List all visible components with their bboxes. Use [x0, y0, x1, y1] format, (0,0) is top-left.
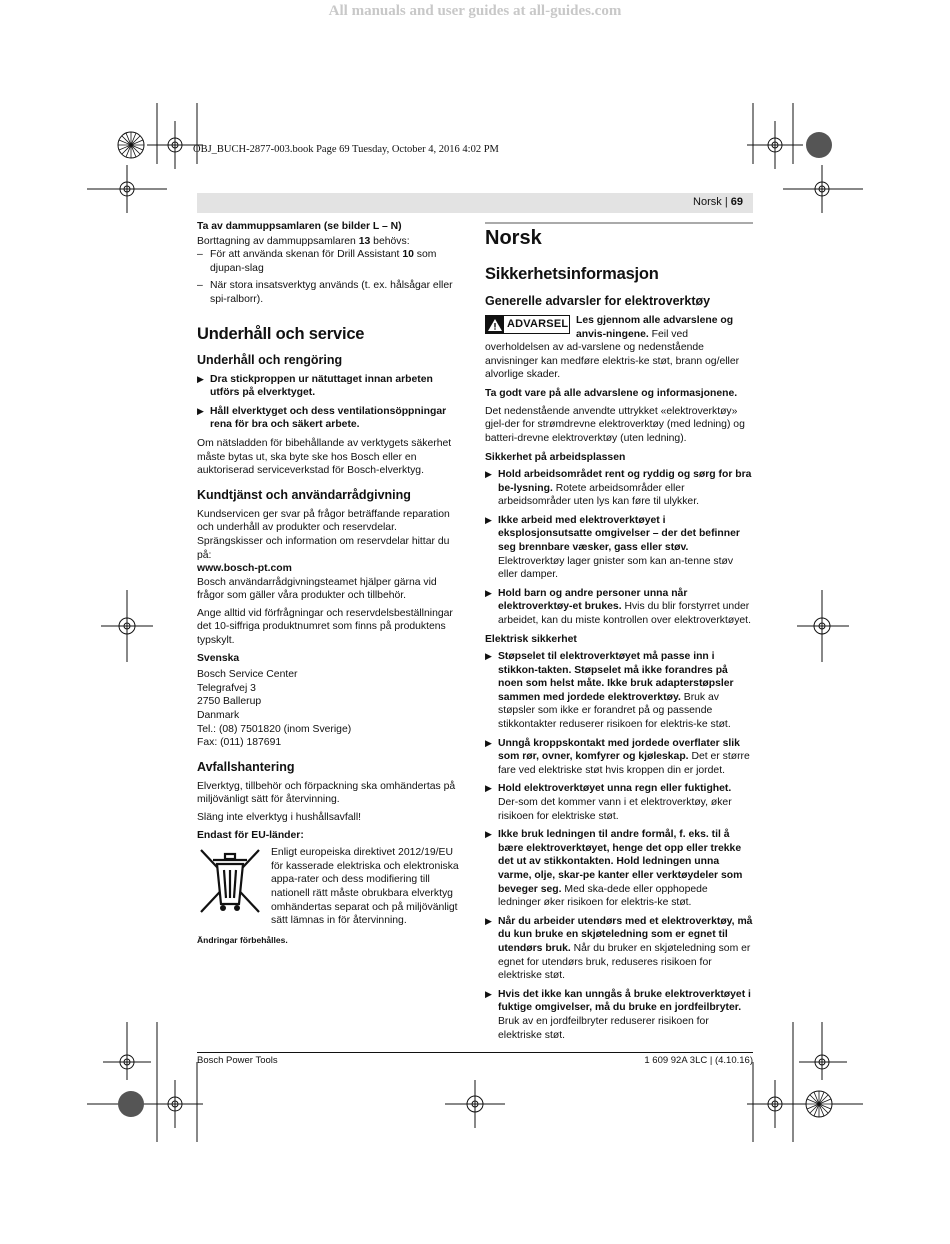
address-line: Fax: (011) 187691 [197, 737, 282, 749]
waste-text-2: Släng inte elverktyg i hushållsavfall! [197, 812, 362, 823]
elec-bullet: ▶ Hvis det ikke kan unngås å bruke elektroverktøyet i fuktige omgivelser, må du bruke en jordfeilbryter. Bruk av en jordfeilbryter reduserer risikoen for elektriske støt. [485, 988, 751, 1041]
bullet-triangle-icon: ▶ [485, 587, 492, 598]
book-info: OBJ_BUCH-2877-003.book Page 69 Tuesday, October 4, 2016 4:02 PM [193, 144, 499, 155]
work-bullet: ▶ Hold arbeidsområdet rent og ryddig og sørg for bra be-lysning. Rotete arbeidsområder eller arbeidsområder uten lys kan føre til ulykker. [485, 468, 752, 508]
bullet-triangle-icon: ▶ [485, 988, 492, 999]
address-line: Danmark [197, 710, 240, 722]
work-bullet: ▶ Ikke arbeid med elektroverktøyet i eksplosjonsutsatte omgivelser – der det befinner seg brennbare væsker, gass eller støv. Elektroverktøy lager gnister som kan an-tenne støv eller damper. [485, 514, 740, 581]
elec-bullet: ▶ Støpselet til elektroverktøyet må passe inn i stikkon-takten. Støpselet må ikke forandres på noen som helst måte. Ikke bruk adapterstøpsler sammen med jordede elektroverktøy. Bruk av støpsler som ikke er forandret på og passende stikkontakter reduserer risikoen for elektris-ke støt. [485, 651, 734, 731]
dust-item-2: – När stora insatsverktyg används (t. ex. hålsågar eller spi-ralborr). [197, 279, 465, 306]
address-line: 2750 Ballerup [197, 696, 262, 708]
bullet-triangle-icon: ▶ [197, 405, 204, 416]
dust-item-1: – För att använda skenan för Drill Assistant 10 som djupan-slag [197, 248, 465, 275]
waste-heading: Avfallshantering [197, 759, 295, 774]
warning-label: ADVARSEL [507, 317, 569, 330]
weee-block [197, 846, 465, 928]
maintenance-heading: Underhåll och service [197, 324, 365, 343]
footer-rule [197, 1052, 753, 1053]
warning-badge [485, 315, 570, 334]
customer-heading: Kundtjänst och användarrådgivning [197, 487, 411, 502]
address-block [197, 668, 465, 750]
header-separator: | [724, 196, 728, 208]
footer-brand: Bosch Power Tools [197, 1055, 278, 1066]
elec-bullet: ▶ Når du arbeider utendørs med et elektroverktøy, må du kun bruke en skjøteledning som er egnet til utendørs bruk. Når du bruker en skjøteledning som er egnet for utendørs bruk, reduseres risikoen for elektriske støt. [485, 915, 753, 982]
address-line: Bosch Service Center [197, 669, 298, 681]
header-language: Norsk [693, 196, 722, 208]
general-heading: Generelle advarsler for elektroverktøy [485, 294, 711, 308]
bullet-triangle-icon: ▶ [485, 915, 492, 926]
warning-bold: Les gjennom alle advarslene og anvis-ningene. [576, 315, 734, 340]
bullet-triangle-icon: ▶ [485, 514, 492, 525]
elec-bullet: ▶ Hold elektroverktøyet unna regn eller fuktighet. Der-som det kommer vann i et elektroverktøy, øker risikoen for elektriske støt. [485, 783, 732, 822]
page-header-bar [197, 193, 753, 213]
page-header [693, 196, 743, 208]
customer-url[interactable]: www.bosch-pt.com [197, 563, 292, 575]
customer-text-2: Bosch användarrådgivningsteamet hjälper gärna vid frågor som gäller våra produkter och tillbehör. [197, 576, 437, 602]
customer-text-1: Kundservicen ger svar på frågor beträffande reparation och underhåll av produkter och reservdelar. Sprängskisser och information om reservdelar hittar du på: [197, 508, 450, 561]
eu-text: Enligt europeiska direktivet 2012/19/EU för kasserade elektriska och elektroniska appa-rater och dess modifiering till nationell rätt måste obrukbara elverktyg omhändertas separat och på miljövänligt sätt lämnas in för återvinning. [271, 847, 459, 927]
section-title: Norsk [485, 222, 753, 250]
changes-note: Ändringar förbehålles. [197, 934, 288, 945]
warning-triangle-icon [486, 316, 504, 333]
eu-title: Endast för EU-länder: [197, 829, 304, 841]
warning-text: Feil ved overholdelsen av ad-varslene og nedenstående anvisninger kan medføre elektris-ke støt, brann og/eller alvorlige skader. [485, 328, 740, 381]
customer-text-3: Ange alltid vid förfrågningar och reservdelsbeställningar det 10-siffriga produktnumret som finns på produktens typskylt. [197, 607, 453, 647]
care-heading: Underhåll och rengöring [197, 352, 343, 367]
elec-bullet: ▶ Ikke bruk ledningen til andre formål, f. eks. til å bære elektroverktøyet, henge det opp eller trekke det ut av stikkontakten. Hold ledningen unna varme, olje, skar-pe kanter eller verktøydeler som beveger seg. Med ska-dede eller opphopede ledninger øker risikoen for elektris-ke støt. [485, 829, 743, 909]
watermark: All manuals and user guides at all-guides.com [328, 3, 622, 19]
dust-title: Ta av dammuppsamlaren (se bilder L – N) [197, 221, 402, 232]
page-number: 69 [730, 196, 743, 208]
warning-block [485, 314, 753, 382]
right-column [485, 222, 753, 1047]
care-bullet-1: ▶ Dra stickproppen ur nätuttaget innan arbeten utförs på elverktyget. [197, 373, 433, 399]
bullet-triangle-icon: ▶ [485, 737, 492, 748]
elec-title: Elektrisk sikkerhet [485, 634, 577, 646]
work-bullet: ▶ Hold barn og andre personer unna når elektroverktøy-et brukes. Hvis du blir forstyrret under arbeidet, kan du miste kontrollen over elektroverktøyet. [485, 587, 751, 626]
crossed-bin-icon [197, 846, 263, 916]
care-bullet-2: ▶ Håll elverktyget och dess ventilationsöppningar rena för bra och säkert arbete. [197, 405, 447, 431]
safety-heading: Sikkerhetsinformasjon [485, 265, 659, 283]
bullet-triangle-icon: ▶ [485, 651, 492, 662]
footer-code: 1 609 92A 3LC | (4.10.16) [644, 1055, 753, 1066]
bullet-triangle-icon: ▶ [197, 373, 204, 384]
address-line: Telegrafvej 3 [197, 682, 256, 694]
bullet-triangle-icon: ▶ [485, 829, 492, 840]
keep-text: Det nedenstående anvendte uttrykket «elektroverktøy» gjel-der for strømdrevne elektroverktøy (med ledning) og batteri-drevne elektroverktøy (uten ledning). [485, 405, 745, 444]
care-text: Om nätsladden för bibehållande av verktygets säkerhet måste bytas ut, ska byte ske hos Bosch eller en auktoriserad serviceverkstad för Bosch-elverktyg. [197, 437, 452, 477]
left-column [197, 220, 465, 947]
bullet-triangle-icon: ▶ [485, 783, 492, 794]
country-label: Svenska [197, 652, 240, 664]
dust-intro: Borttagning av dammuppsamlaren 13 behövs: [197, 235, 410, 247]
address-line: Tel.: (08) 7501820 (inom Sverige) [197, 723, 352, 735]
waste-text-1: Elverktyg, tillbehör och förpackning ska omhändertas på miljövänligt sätt för återvinning. [197, 780, 456, 806]
work-title: Sikkerhet på arbeidsplassen [485, 452, 626, 464]
elec-bullet: ▶ Unngå kroppskontakt med jordede overflater slik som rør, ovner, komfyrer og kjøleskap. Det er større fare ved elektriske støt hvis kroppen din er jordet. [485, 737, 750, 776]
keep-title: Ta godt vare på alle advarslene og informasjonene. [485, 387, 738, 399]
bullet-triangle-icon: ▶ [485, 468, 492, 479]
